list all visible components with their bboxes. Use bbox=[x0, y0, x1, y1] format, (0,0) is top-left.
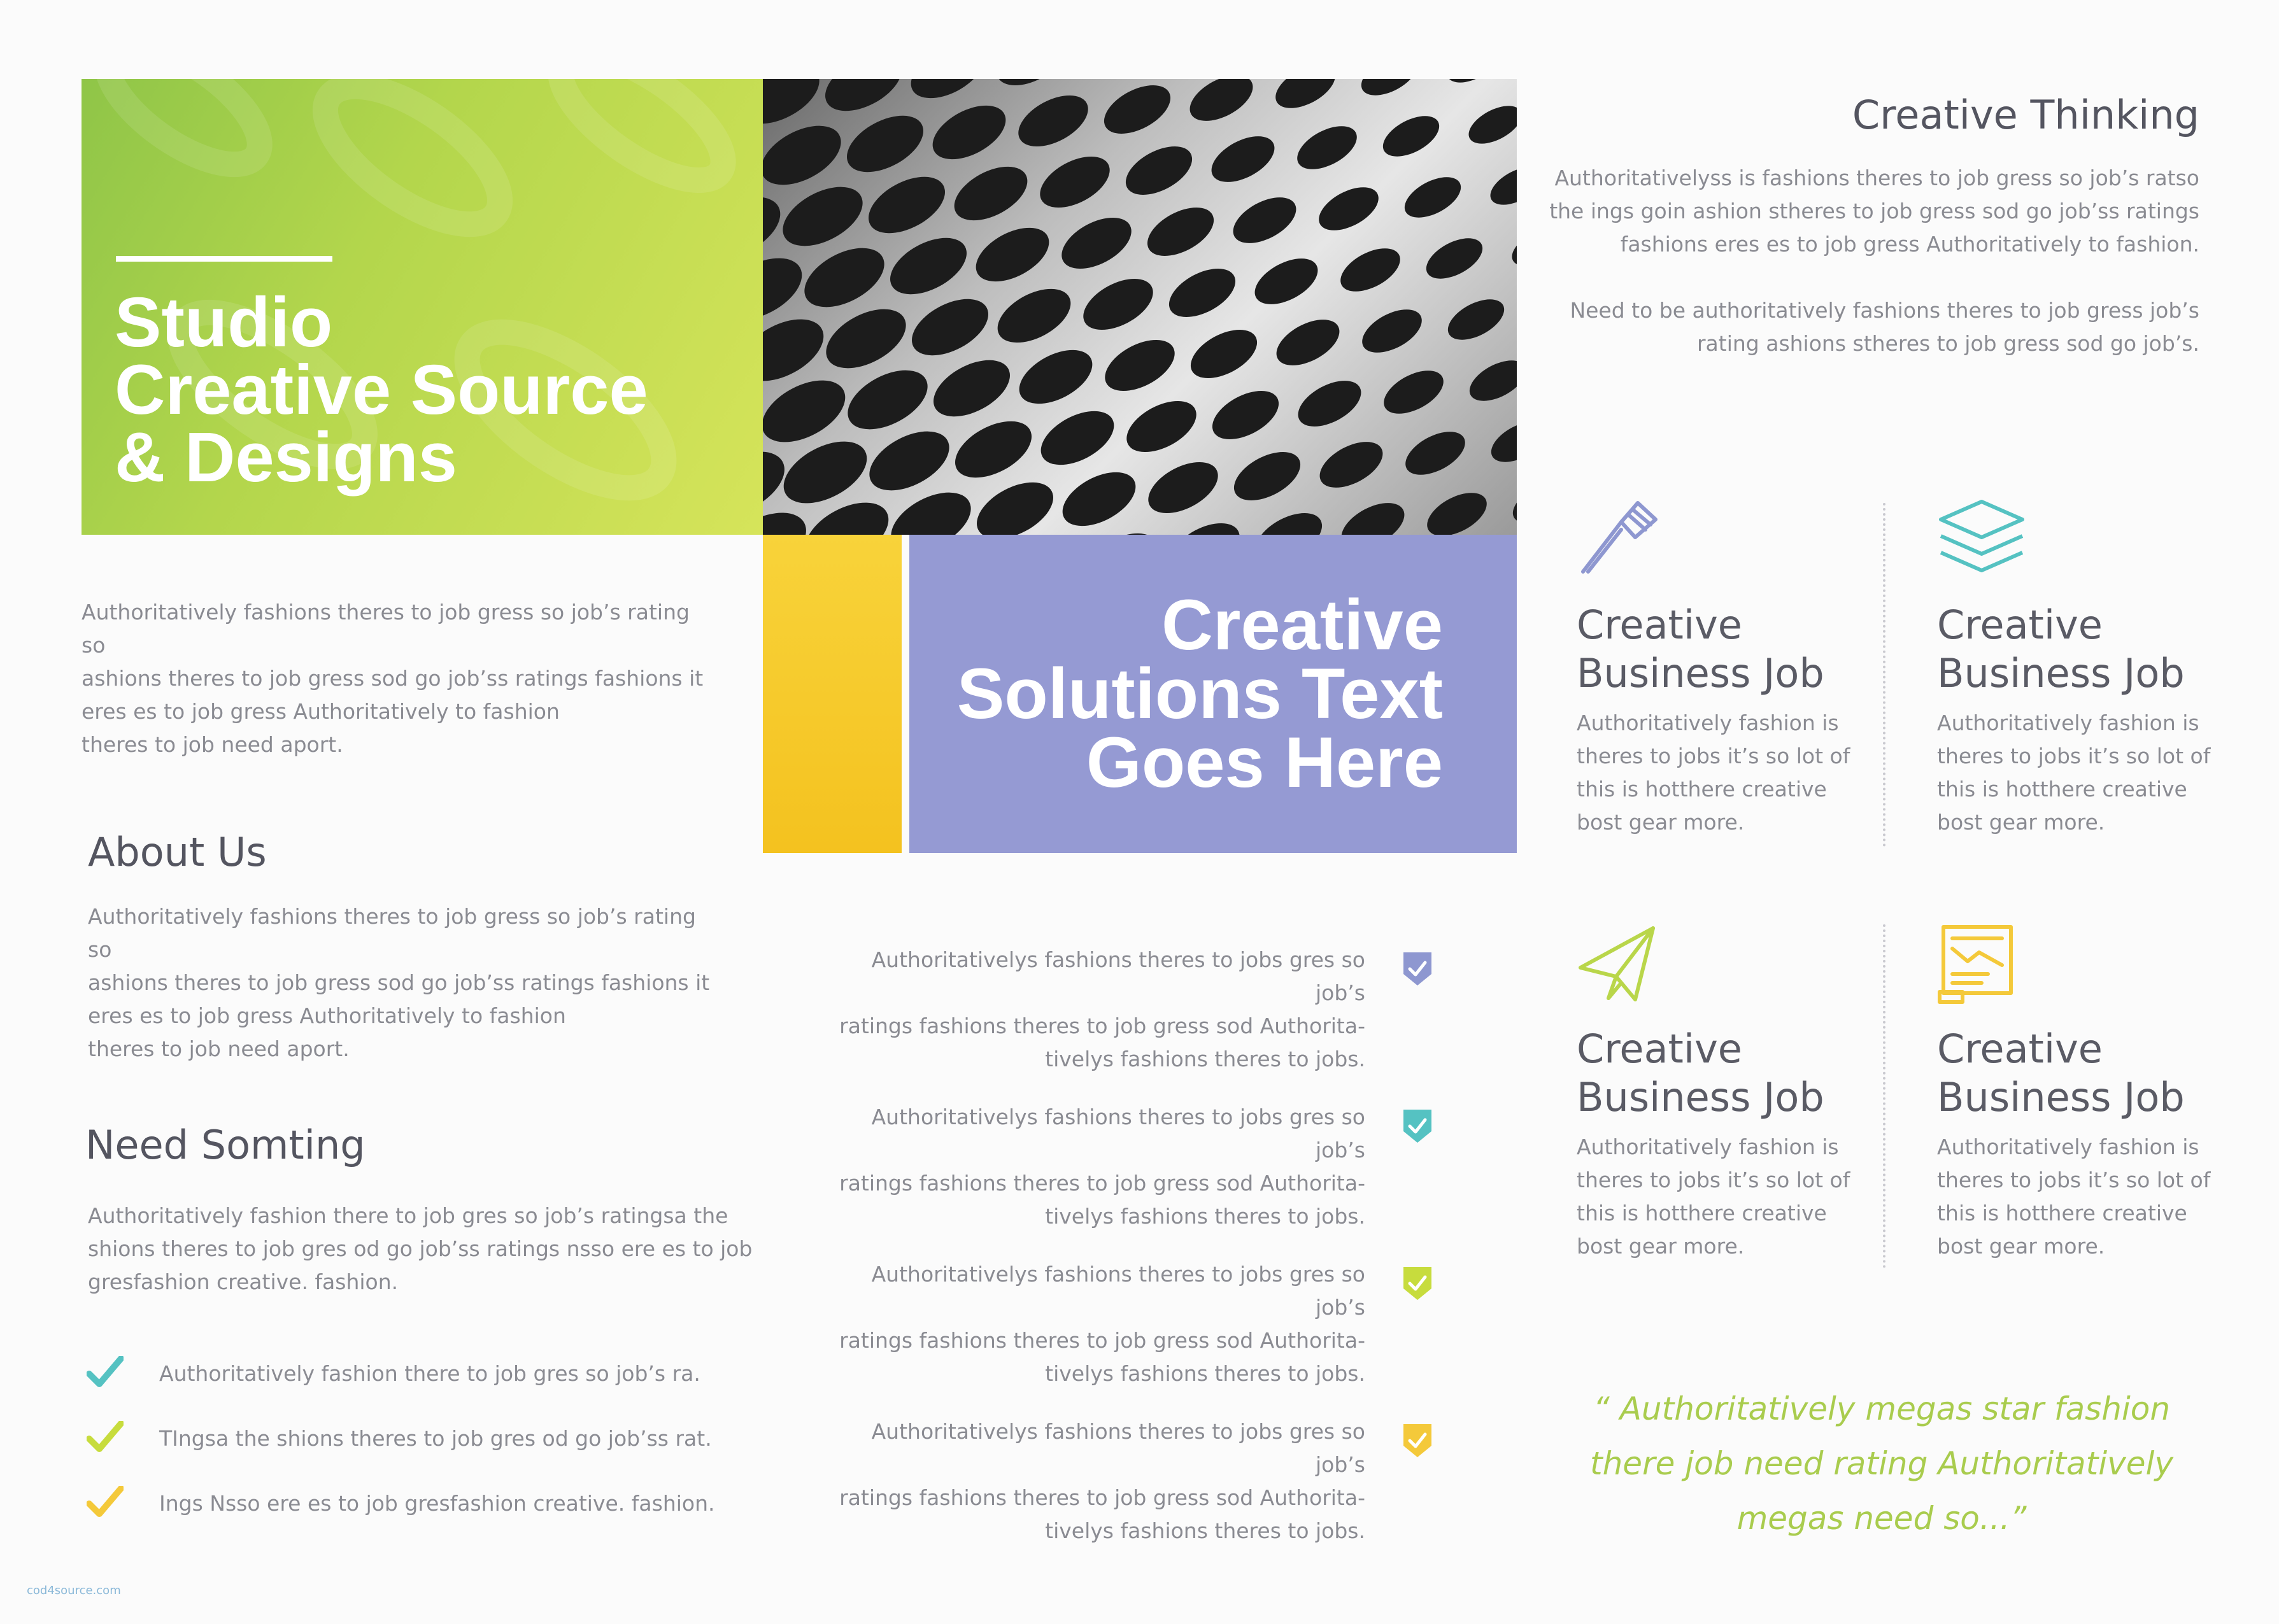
perforation-hole bbox=[1484, 159, 1517, 213]
perforation-hole bbox=[1011, 339, 1101, 414]
perforation-hole bbox=[1312, 178, 1385, 239]
document-icon bbox=[1937, 923, 2020, 1006]
perforation-hole bbox=[1312, 432, 1390, 497]
perforation-hole bbox=[1140, 197, 1222, 265]
perforated-metal-image bbox=[763, 79, 1517, 535]
hero-title-line-2: Creative Source bbox=[115, 351, 648, 429]
banner-title bbox=[956, 585, 1443, 802]
feature-text: Authoritativelys fashions theres to jobs gres so job’s ratings fashions theres to job gress sod Authorita- tivelys fashions theres to jobs. bbox=[839, 1419, 1365, 1543]
feature-list bbox=[828, 943, 1433, 1572]
perforation-hole bbox=[860, 420, 959, 503]
yellow-accent-block bbox=[763, 535, 902, 853]
perforation-hole bbox=[1248, 503, 1330, 535]
perforation-hole bbox=[1290, 117, 1363, 178]
shield-check-icon bbox=[1402, 1266, 1433, 1301]
checklist-text: Authoritatively fashion there to job gres so job’s ra. bbox=[159, 1361, 700, 1386]
perforation-hole bbox=[763, 500, 817, 535]
perforation-hole bbox=[816, 297, 916, 381]
perforation-hole bbox=[795, 236, 894, 320]
perforation-hole bbox=[1075, 268, 1161, 340]
perforation-hole bbox=[816, 79, 911, 123]
perforation-hole bbox=[859, 165, 954, 244]
hero-title bbox=[115, 283, 648, 497]
perforation-hole bbox=[1291, 371, 1368, 435]
checklist-item bbox=[87, 1486, 723, 1551]
perforation-hole bbox=[1485, 413, 1517, 470]
perforation-hole bbox=[989, 278, 1079, 353]
perforation-hole bbox=[1053, 207, 1140, 279]
perforation-hole bbox=[967, 470, 1062, 535]
card-title: Creative Business Job bbox=[1577, 602, 1824, 696]
feature-card bbox=[1577, 497, 1876, 839]
hero-photo bbox=[763, 79, 1517, 535]
hero-panel bbox=[82, 79, 763, 535]
perforation-hole bbox=[1097, 329, 1183, 401]
banner-title-line-2: Solutions Text bbox=[956, 654, 1443, 733]
perforation-hole bbox=[1226, 442, 1309, 510]
perforation-hole bbox=[1182, 79, 1260, 131]
solutions-banner bbox=[909, 535, 1517, 853]
perforation-hole bbox=[838, 358, 937, 442]
feature-card bbox=[1937, 497, 2243, 839]
layers-icon bbox=[1937, 497, 2026, 579]
feature-item bbox=[828, 1415, 1433, 1572]
feature-item bbox=[828, 1258, 1433, 1415]
about-title: About Us bbox=[88, 829, 267, 875]
check-icon bbox=[87, 1421, 124, 1453]
fork-icon bbox=[1577, 497, 1659, 579]
hero-rule bbox=[116, 256, 332, 262]
perforation-hole bbox=[924, 348, 1019, 428]
perforation-hole bbox=[881, 226, 976, 306]
card-divider bbox=[1883, 503, 1885, 847]
perforation-hole bbox=[946, 409, 1040, 489]
hero-title-line-3: & Designs bbox=[115, 418, 457, 497]
perforation-hole bbox=[1054, 461, 1144, 535]
banner-title-line-3: Goes Here bbox=[1086, 723, 1443, 802]
perforation-hole bbox=[1205, 381, 1287, 449]
card-title: Creative Business Job bbox=[1577, 1026, 1824, 1120]
card-text: Authoritatively fashion is theres to jobs it’s so lot of this is hotthere creative bost gear more. bbox=[1577, 710, 1850, 835]
perforation-hole bbox=[1398, 169, 1468, 226]
feature-card bbox=[1937, 923, 2243, 1263]
perforation-hole bbox=[1441, 79, 1506, 90]
about-text: Authoritatively fashions theres to job gress so job’s rating so ashions theres to job gress sod go job’ss ratings fashions it eres es to job gress Authoritatively to fashion theres to job need aport. bbox=[88, 904, 710, 1061]
feature-item bbox=[828, 943, 1433, 1101]
perforation-hole bbox=[1268, 79, 1342, 117]
check-icon bbox=[87, 1486, 124, 1518]
perforation-hole bbox=[1355, 300, 1428, 362]
perforation-hole bbox=[1420, 230, 1489, 287]
card-divider bbox=[1883, 924, 1885, 1268]
feature-item bbox=[828, 1101, 1433, 1258]
checklist-text: TIngsa the shions theres to job gres od go job’ss rat. bbox=[159, 1426, 712, 1451]
feature-card bbox=[1577, 923, 1876, 1263]
perforation-hole bbox=[1463, 98, 1517, 152]
perforation-hole bbox=[1398, 423, 1472, 484]
shield-check-icon bbox=[1402, 1423, 1433, 1458]
testimonial-quote: “ Authoritatively megas star fashion there job need rating Authoritatively megas need so...” bbox=[1589, 1390, 2174, 1537]
perforation-hole bbox=[1355, 79, 1424, 104]
perforation-hole bbox=[1032, 146, 1118, 218]
perforation-hole bbox=[967, 216, 1058, 292]
perforation-hole bbox=[902, 287, 997, 367]
perforation-hole bbox=[1506, 220, 1517, 274]
perforation-hole bbox=[902, 79, 993, 109]
perforation-hole bbox=[1032, 400, 1123, 476]
perforation-hole bbox=[924, 94, 1014, 170]
intro-paragraph: Authoritatively fashions theres to job gress so job’s rating so ashions theres to job gress sod go job’ss ratings fashions it eres es to job gress Authoritatively to fashion theres to job need aport. bbox=[82, 600, 704, 757]
banner-title-line-1: Creative bbox=[1161, 585, 1443, 665]
perforation-hole bbox=[1161, 512, 1248, 535]
feature-text: Authoritativelys fashions theres to jobs gres so job’s ratings fashions theres to job gress sod Authorita- tivelys fashions theres to jobs. bbox=[839, 1105, 1365, 1229]
perforation-hole bbox=[1442, 291, 1511, 348]
need-title: Need Somting bbox=[85, 1122, 366, 1168]
perforation-hole bbox=[773, 175, 872, 258]
feature-text: Authoritativelys fashions theres to jobs gres so job’s ratings fashions theres to job gress sod Authorita- tivelys fashions theres to jobs. bbox=[839, 947, 1365, 1071]
creative-thinking-para-1: Authoritativelyss is fashions theres to job gress so job’s ratso the ings goin ashion stheres to job gress sod go job’ss ratings fashions eres es to job gress Authoritatively to fashion. bbox=[1549, 166, 2199, 257]
hero-title-line-1: Studio bbox=[115, 283, 333, 362]
perforation-hole bbox=[1377, 108, 1446, 165]
shield-check-icon bbox=[1402, 951, 1433, 987]
perforation-hole bbox=[1333, 239, 1407, 300]
perforation-hole bbox=[1334, 493, 1412, 535]
perforation-hole bbox=[1118, 136, 1200, 204]
perforation-hole bbox=[1118, 390, 1205, 462]
checklist-text: Ings Nsso ere es to job gresfashion creative. fashion. bbox=[159, 1491, 715, 1516]
card-text: Authoritatively fashion is theres to jobs it’s so lot of this is hotthere creative bost gear more. bbox=[1937, 1134, 2211, 1259]
creative-thinking-para-2: Need to be authoritatively fashions theres to job gress job’s rating ashions stheres to job gress sod go job’s. bbox=[1570, 298, 2199, 356]
perforation-hole bbox=[1507, 474, 1517, 532]
checklist-item bbox=[87, 1356, 723, 1421]
perforation-hole bbox=[1226, 188, 1303, 252]
perforation-hole bbox=[1161, 258, 1244, 327]
perforation-hole bbox=[1463, 352, 1517, 409]
check-icon bbox=[87, 1356, 124, 1388]
need-text: Authoritatively fashion there to job gres so job’s ratingsa the shions theres to job gres od go job’ss ratings nsso ere es to job gresfashion creative. fashion. bbox=[88, 1203, 753, 1294]
perforation-hole bbox=[988, 79, 1075, 96]
perforation-hole bbox=[946, 155, 1036, 231]
perforation-hole bbox=[1183, 320, 1265, 388]
shield-check-icon bbox=[1402, 1108, 1433, 1144]
footer-watermark: cod4source.com bbox=[27, 1584, 121, 1597]
card-text: Authoritatively fashion is theres to jobs it’s so lot of this is hotthere creative bost gear more. bbox=[1937, 710, 2211, 835]
perforation-hole bbox=[1010, 85, 1097, 157]
perforation-hole bbox=[1247, 249, 1325, 313]
perforation-hole bbox=[1075, 79, 1157, 83]
card-title: Creative Business Job bbox=[1937, 602, 2185, 696]
perforation-hole bbox=[1140, 451, 1226, 523]
perforation-hole bbox=[1420, 484, 1493, 535]
checklist-item bbox=[87, 1421, 723, 1486]
paper-plane-icon bbox=[1577, 923, 1659, 1006]
perforation-hole bbox=[1204, 127, 1282, 191]
card-title: Creative Business Job bbox=[1937, 1026, 2185, 1120]
perforation-hole bbox=[763, 114, 851, 197]
feature-text: Authoritativelys fashions theres to jobs gres so job’s ratings fashions theres to job gress sod Authorita- tivelys fashions theres to jobs. bbox=[839, 1262, 1365, 1386]
checklist bbox=[87, 1356, 723, 1551]
creative-thinking-title: Creative Thinking bbox=[1852, 92, 2199, 138]
perforation-hole bbox=[837, 104, 932, 183]
card-text: Authoritatively fashion is theres to jobs it’s so lot of this is hotthere creative bost gear more. bbox=[1577, 1134, 1850, 1259]
perforation-hole bbox=[1097, 79, 1179, 144]
perforation-hole bbox=[1377, 362, 1450, 423]
perforation-hole bbox=[1269, 310, 1347, 374]
